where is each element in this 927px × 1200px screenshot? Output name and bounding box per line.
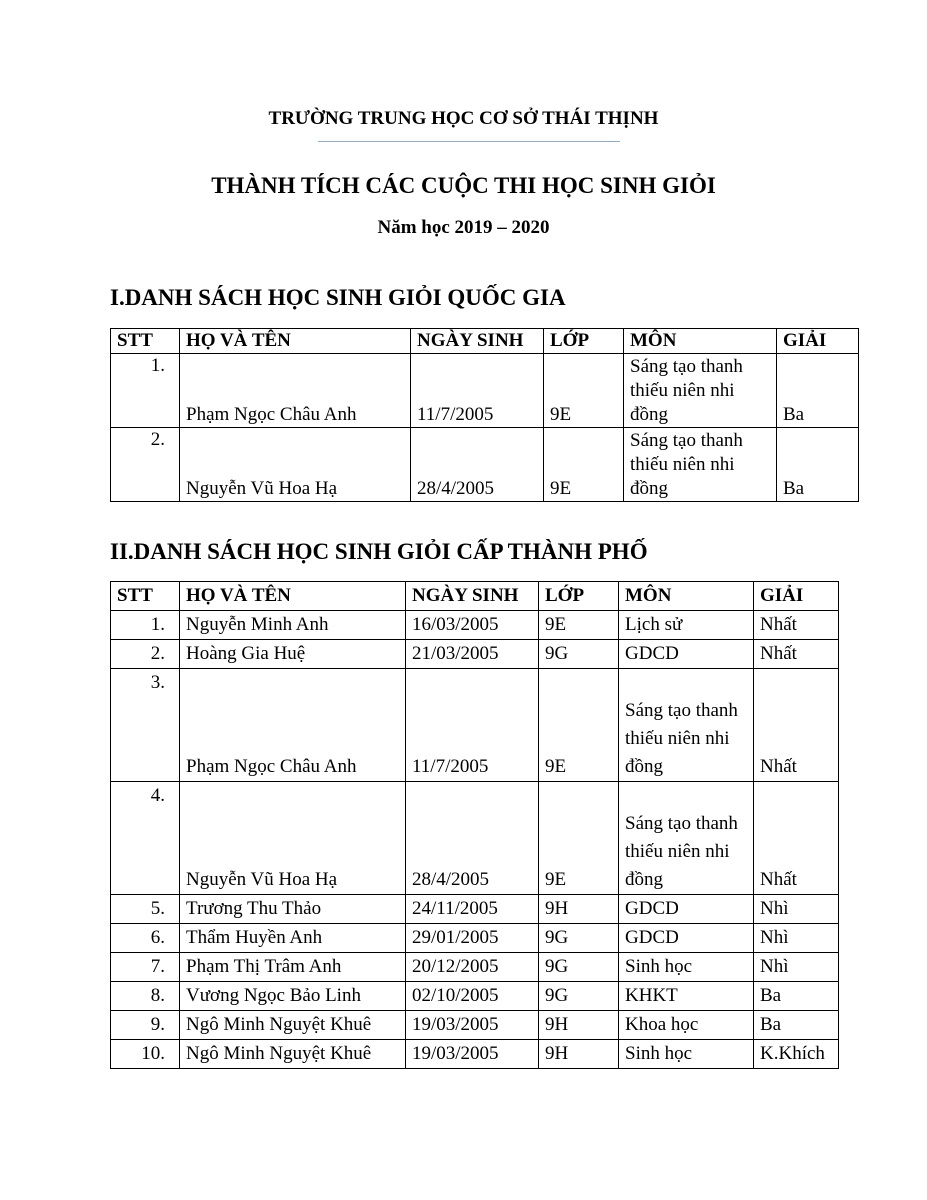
school-name: TRƯỜNG TRUNG HỌC CƠ SỞ THÁI THỊNH: [268, 108, 659, 129]
table-header-row: [111, 582, 839, 611]
cell-dob: 20/12/2005: [406, 953, 539, 982]
school-year: Năm học 2019 – 2020: [377, 217, 550, 238]
cell-subject: Khoa học: [619, 1011, 754, 1040]
header-award: GIẢI: [754, 582, 839, 611]
cell-class: 9E: [539, 611, 619, 640]
table-row: [111, 354, 859, 428]
cell-award: Nhất: [754, 782, 839, 895]
table-row: [111, 782, 839, 895]
cell-class: 9G: [539, 953, 619, 982]
document-title: THÀNH TÍCH CÁC CUỘC THI HỌC SINH GIỎI: [211, 173, 716, 198]
cell-class: 9G: [539, 640, 619, 669]
table-row: [111, 924, 839, 953]
cell-class: 9E: [544, 354, 624, 428]
cell-dob: 19/03/2005: [406, 1011, 539, 1040]
cell-award: Ba: [754, 982, 839, 1011]
cell-name: Phạm Ngọc Châu Anh: [180, 354, 411, 428]
cell-award: Ba: [754, 1011, 839, 1040]
cell-dob: 11/7/2005: [411, 354, 544, 428]
table-row: [111, 428, 859, 502]
table-row: [111, 895, 839, 924]
cell-stt: 1.: [111, 611, 180, 640]
cell-dob: 29/01/2005: [406, 924, 539, 953]
cell-stt: 8.: [111, 982, 180, 1011]
cell-stt: 4.: [111, 782, 180, 895]
cell-stt: 7.: [111, 953, 180, 982]
cell-subject: GDCD: [619, 924, 754, 953]
cell-stt: 3.: [111, 669, 180, 782]
table-row: [111, 611, 839, 640]
cell-stt: 1.: [111, 354, 180, 428]
cell-award: Ba: [777, 428, 859, 502]
cell-subject: Lịch sử: [619, 611, 754, 640]
cell-stt: 2.: [111, 428, 180, 502]
cell-name: Phạm Thị Trâm Anh: [180, 953, 406, 982]
cell-subject: Sáng tạo thanh thiếu niên nhi đồng: [619, 669, 754, 782]
cell-award: Nhất: [754, 669, 839, 782]
school-underline: [318, 141, 620, 142]
header-class: LỚP: [544, 329, 624, 354]
table-row: [111, 953, 839, 982]
cell-name: Ngô Minh Nguyệt Khuê: [180, 1040, 406, 1069]
header-name: HỌ VÀ TÊN: [180, 582, 406, 611]
cell-award: Ba: [777, 354, 859, 428]
cell-name: Nguyễn Vũ Hoa Hạ: [180, 428, 411, 502]
cell-award: Nhất: [754, 640, 839, 669]
cell-stt: 9.: [111, 1011, 180, 1040]
header-dob: NGÀY SINH: [406, 582, 539, 611]
section-1-heading: I.DANH SÁCH HỌC SINH GIỎI QUỐC GIA: [110, 285, 566, 310]
cell-name: Vương Ngọc Bảo Linh: [180, 982, 406, 1011]
table-row: [111, 1040, 839, 1069]
cell-class: 9G: [539, 982, 619, 1011]
cell-name: Phạm Ngọc Châu Anh: [180, 669, 406, 782]
cell-award: Nhì: [754, 895, 839, 924]
table-row: [111, 669, 839, 782]
cell-name: Thẩm Huyền Anh: [180, 924, 406, 953]
header-dob: NGÀY SINH: [411, 329, 544, 354]
header-subject: MÔN: [624, 329, 777, 354]
cell-subject: Sáng tạo thanh thiếu niên nhi đồng: [624, 428, 777, 502]
header-award: GIẢI: [777, 329, 859, 354]
cell-dob: 16/03/2005: [406, 611, 539, 640]
cell-subject: Sinh học: [619, 953, 754, 982]
header-stt: STT: [111, 329, 180, 354]
table-row: [111, 982, 839, 1011]
cell-name: Trương Thu Thảo: [180, 895, 406, 924]
cell-subject: GDCD: [619, 895, 754, 924]
cell-class: 9E: [539, 669, 619, 782]
cell-class: 9E: [539, 782, 619, 895]
cell-dob: 19/03/2005: [406, 1040, 539, 1069]
cell-subject: KHKT: [619, 982, 754, 1011]
cell-name: Hoàng Gia Huệ: [180, 640, 406, 669]
cell-class: 9H: [539, 1011, 619, 1040]
header-subject: MÔN: [619, 582, 754, 611]
cell-subject: Sáng tạo thanh thiếu niên nhi đồng: [624, 354, 777, 428]
cell-class: 9E: [544, 428, 624, 502]
cell-award: K.Khích: [754, 1040, 839, 1069]
header-class: LỚP: [539, 582, 619, 611]
table-row: [111, 640, 839, 669]
cell-name: Nguyễn Minh Anh: [180, 611, 406, 640]
cell-stt: 2.: [111, 640, 180, 669]
cell-subject: Sinh học: [619, 1040, 754, 1069]
cell-award: Nhì: [754, 953, 839, 982]
national-awards-table: [110, 328, 859, 502]
section-2-heading: II.DANH SÁCH HỌC SINH GIỎI CẤP THÀNH PHỐ: [110, 539, 648, 564]
city-awards-table: [110, 581, 839, 1069]
table-header-row: [111, 329, 859, 354]
cell-dob: 24/11/2005: [406, 895, 539, 924]
cell-name: Nguyễn Vũ Hoa Hạ: [180, 782, 406, 895]
cell-dob: 11/7/2005: [406, 669, 539, 782]
cell-dob: 02/10/2005: [406, 982, 539, 1011]
cell-class: 9G: [539, 924, 619, 953]
cell-class: 9H: [539, 1040, 619, 1069]
cell-stt: 10.: [111, 1040, 180, 1069]
cell-dob: 28/4/2005: [411, 428, 544, 502]
header-stt: STT: [111, 582, 180, 611]
cell-stt: 5.: [111, 895, 180, 924]
cell-subject: Sáng tạo thanh thiếu niên nhi đồng: [619, 782, 754, 895]
table-row: [111, 1011, 839, 1040]
cell-award: Nhì: [754, 924, 839, 953]
cell-award: Nhất: [754, 611, 839, 640]
header-name: HỌ VÀ TÊN: [180, 329, 411, 354]
cell-dob: 28/4/2005: [406, 782, 539, 895]
cell-class: 9H: [539, 895, 619, 924]
cell-stt: 6.: [111, 924, 180, 953]
cell-dob: 21/03/2005: [406, 640, 539, 669]
cell-subject: GDCD: [619, 640, 754, 669]
cell-name: Ngô Minh Nguyệt Khuê: [180, 1011, 406, 1040]
